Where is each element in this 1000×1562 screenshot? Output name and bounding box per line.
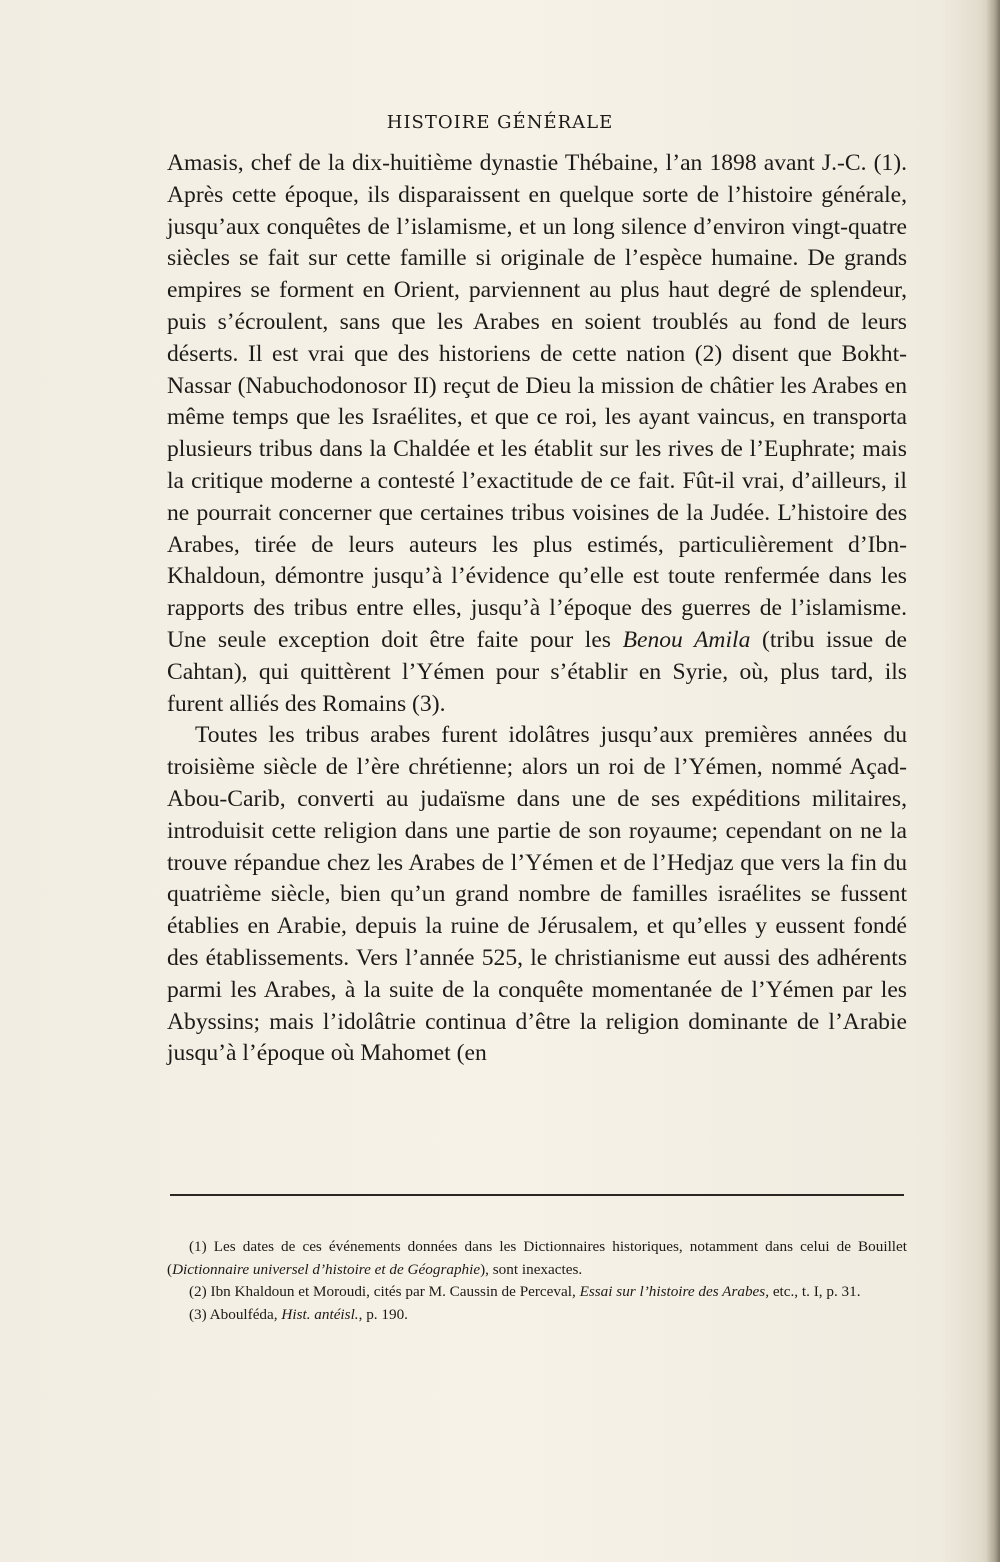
- footnote-3-text-b: , p. 190.: [358, 1305, 408, 1323]
- paragraph-1-italic-name: Benou Amila: [622, 626, 751, 653]
- paragraph-1-text-a: Amasis, chef de la dix-huitième dynastie Thébaine, l’an 1898 avant J.-C. (1). Après cette époque, ils disparaissent en quelque sorte de l’histoire générale, jusqu’aux conquêtes de l’islamisme, et un long silence d’environ vingt-quatre siècles se fait sur cette famille si originale de l’espèce humaine. De grands empires se forment en Orient, parviennent au plus haut degré de splendeur, puis s’écroulent, sans que les Arabes en soient troublés au fond de leurs déserts. Il est vrai que des historiens de cette nation (2) disent que Bokht-Nassar (Nabuchodonosor II) reçut de Dieu la mission de châtier les Arabes en même temps que les Israélites, et que ce roi, les ayant vaincus, en transporta plusieurs tribus dans la Chaldée et les établit sur les rives de l’Euphrate; mais la critique moderne a contesté l’exactitude de ce fait. Fût-il vrai, d’ailleurs, il ne pourrait concerner que certaines tribus voisines de la Judée. L’histoire des Arabes, tirée de leurs auteurs les plus estimés, particulièrement d’Ibn-Khaldoun, démontre jusqu’à l’évidence qu’elle est toute renfermée dans les rapports des tribus entre elles, jusqu’à l’époque des guerres de l’islamisme. Une seule exception doit être faite pour les: [167, 150, 907, 653]
- footnote-2-text-b: , etc., t. I, p. 31.: [765, 1283, 861, 1300]
- paragraph-2: Toutes les tribus arabes furent idolâtres jusqu’aux premières années du troisième siècle de l’ère chrétienne; alors un roi de l’Yémen, nommé Açad-Abou-Carib, converti au judaïsme dans une de ses expéditions militaires, introduisit cette religion dans une partie de son royaume; cependant on ne la trouve répandue chez les Arabes de l’Yémen et de l’Hedjaz que vers la fin du quatrième siècle, bien qu’un grand nombre de familles israélites se fussent établies en Arabie, depuis la ruine de Jérusalem, et qu’elles y eussent fondé des établissements. Vers l’année 525, le christianisme eut aussi des adhérents parmi les Arabes, à la suite de la conquête momentanée de l’Yémen par les Abyssins; mais l’idolâtrie continua d’être la religion dominante de l’Arabie jusqu’à l’époque où Mahomet (en: [167, 722, 907, 1067]
- paragraph-1-text-b: (tribu issue de Cahtan), qui quittèrent l’Yémen pour s’établir en Syrie, où, plus tard, ils furent alliés des Romains (3).: [167, 626, 907, 717]
- footnote-1: [167, 1236, 907, 1281]
- footnote-3-text-a: (3) Aboulféda,: [189, 1305, 282, 1323]
- footnote-2-text-a: (2) Ibn Khaldoun et Moroudi, cités par M. Caussin de Perceval,: [189, 1283, 580, 1300]
- footnote-1-text-a: (1) Les dates de ces événements données dans les Dictionnaires historiques, notamment dans celui de Bouillet (: [167, 1238, 907, 1278]
- footnote-2: [167, 1281, 907, 1304]
- footnote-1-italic: Dictionnaire universel d’histoire et de Géographie: [172, 1260, 481, 1278]
- running-header: HISTOIRE GÉNÉRALE: [386, 112, 614, 133]
- paragraph-1: [167, 148, 907, 720]
- footnote-3-italic: Hist. antéisl.: [281, 1305, 359, 1323]
- main-text: [167, 148, 907, 1070]
- page-edge-shadow: [986, 0, 1000, 1562]
- footnote-1-text-b: ), sont inexactes.: [480, 1260, 583, 1278]
- footnote-3: [167, 1304, 907, 1327]
- footnote-2-italic: Essai sur l’histoire des Arabes: [579, 1283, 766, 1300]
- footnotes: [167, 1236, 907, 1326]
- footnote-separator-rule: [170, 1194, 904, 1196]
